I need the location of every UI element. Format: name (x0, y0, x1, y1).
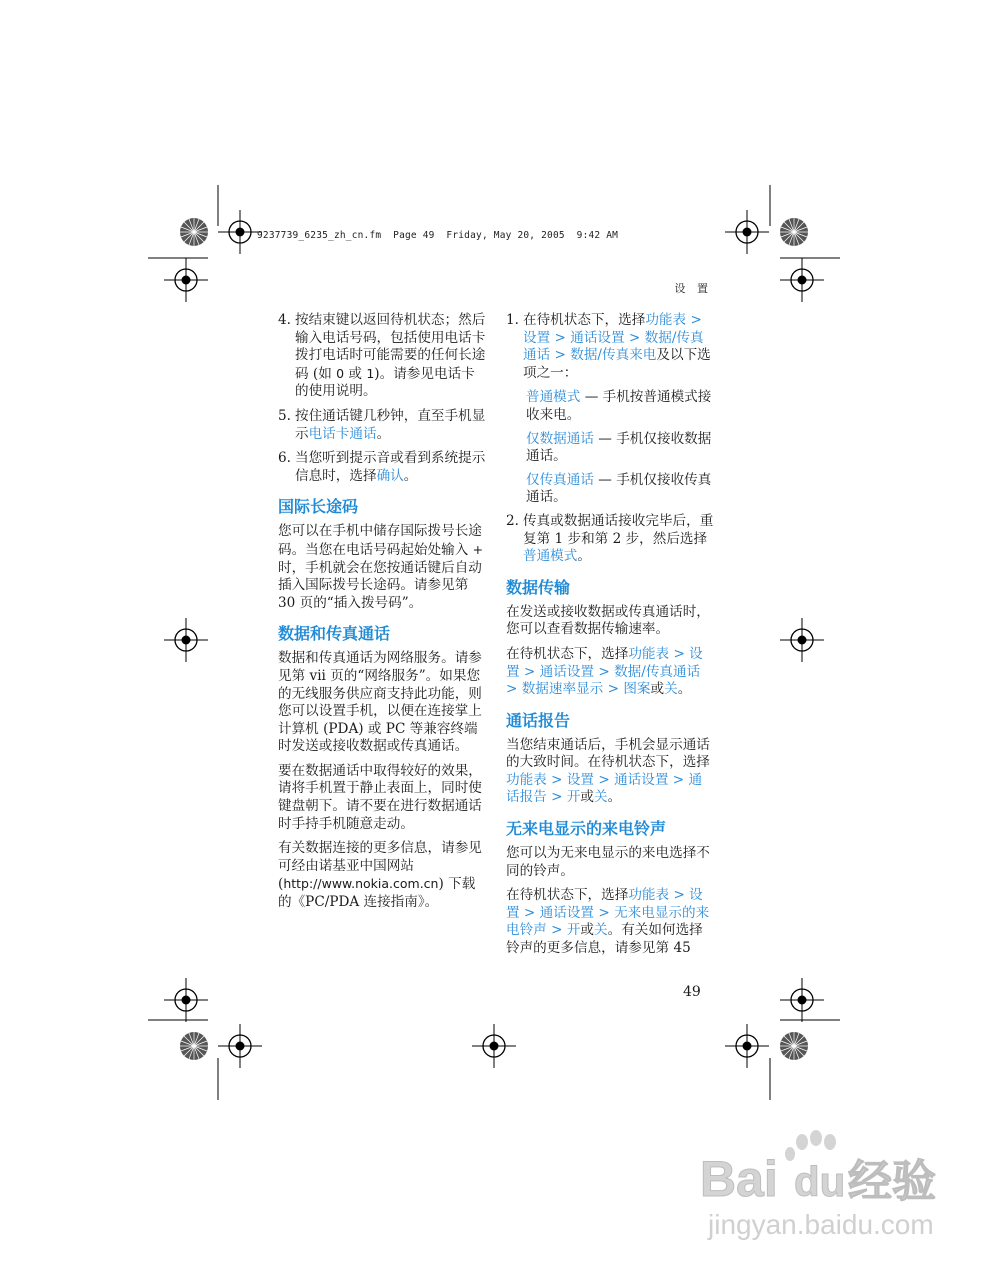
menu-separator: > (550, 347, 571, 364)
menu-separator: > (519, 663, 540, 680)
body-text: 时，手机就会在您按通话键后自动插入国际拨号长途码。请参见第 30 页的“插入拨号码”。 (278, 559, 482, 611)
option-description: — 手机仅接收传真通话。 (526, 471, 712, 506)
menu-link-call-settings: 通话设置 (539, 904, 595, 921)
menu-link-data-fax-call: 数据/传真通话 (523, 329, 704, 364)
body-text: 当您结束通话后，手机会显示通话的大致时间。在待机状态下，选择 (506, 736, 710, 771)
option-label: 仅数据通话 (526, 430, 594, 447)
step-text: 按结束键以返回待机状态；然后输入电话号码，包括使用电话卡拨打电话时可能需要的任何长途码 (如 (295, 312, 486, 382)
menu-separator: > (550, 329, 571, 346)
option-fax-only (526, 472, 714, 507)
menu-separator: > (624, 329, 645, 346)
menu-link-call-settings: 通话设置 (539, 663, 595, 680)
menu-link-call-settings: 通话设置 (614, 771, 669, 788)
menu-link-on: 开 (566, 922, 581, 939)
heading-data-transfer: 数据传输 (506, 577, 571, 597)
data-fax-paragraph-2: 要在数据通话中取得较好的效果，请将手机置于静止表面上，同时使键盘朝下。请不要在进行数据通话时手持手机随意走动。 (278, 762, 482, 832)
watermark-url: jingyan.baidu.com (708, 1209, 934, 1240)
body-text: 在待机状态下，选择 (506, 887, 629, 904)
menu-link-call-report: 通话报告 (506, 771, 703, 806)
digit-one: 1 (366, 365, 375, 381)
menu-link-settings: 设置 (506, 645, 703, 680)
paw-toe-2 (810, 1130, 822, 1146)
step-text: 。 (403, 467, 418, 484)
menu-separator: > (594, 771, 615, 788)
step-text: 。 (577, 548, 591, 565)
data-fax-paragraph-1: 数据和传真通话为网络服务。请参见第 vii 页的“网络服务”。如果您的无线服务供应商支持此功能，则您可以设置手机，以便在连接掌上计算机 (PDA) 或 PC 等兼容终端时发送或接收数据或传真通话。 (278, 650, 482, 755)
menu-link-menu: 功能表 (628, 887, 670, 904)
step-number: 1. (506, 312, 519, 328)
step-5 (278, 408, 486, 443)
step-text: 及以下选项之一： (523, 347, 711, 381)
body-text: 在待机状态下，选择 (506, 645, 629, 662)
step-text: 传真或数据通话接收完毕后，重复第 1 步和第 2 步，然后选择 (523, 512, 714, 547)
menu-separator: > (546, 922, 567, 939)
menu-link-data-rate-display: 数据速率显示 (521, 681, 604, 698)
step-text: 。 (376, 425, 391, 442)
heading-data-fax: 数据和传真通话 (278, 624, 391, 644)
step-1 (506, 312, 714, 382)
nokia-url: http://www.nokia.com.cn (283, 876, 439, 892)
step-number: 4. (278, 312, 291, 328)
option-description: — 手机仅接收数据通话。 (526, 430, 712, 465)
right-column (506, 312, 714, 965)
paw-toe-3 (824, 1134, 836, 1150)
heading-call-report: 通话报告 (506, 710, 571, 730)
data-transfer-paragraph-1: 在发送或接收数据或传真通话时，您可以查看数据传输速率。 (506, 603, 710, 638)
step-4 (278, 312, 486, 401)
watermark-brand-latin: Bai (700, 1151, 778, 1207)
baidu-jingyan-watermark (698, 1130, 968, 1250)
body-text: 。 (677, 681, 692, 698)
step-number: 5. (278, 407, 291, 424)
menu-link-call-settings: 通话设置 (570, 329, 625, 346)
step-text: 当您听到提示音或看到系统提示信息时，选择 (295, 450, 486, 484)
menu-link-confirm: 确认 (376, 467, 404, 484)
body-text: 或 (580, 789, 595, 806)
option-data-only (526, 431, 714, 466)
step-number: 6. (278, 450, 291, 467)
section-tag: 设 置 (674, 282, 712, 295)
menu-separator: > (546, 771, 567, 788)
menu-separator: > (594, 663, 615, 680)
menu-separator: > (603, 681, 624, 698)
menu-link-graphic: 图案 (623, 681, 651, 698)
step-number: 2. (506, 512, 519, 529)
digit-zero: 0 (336, 365, 345, 381)
menu-separator: > (669, 887, 690, 904)
paw-toe-1 (796, 1134, 808, 1150)
menu-separator: > (506, 681, 522, 698)
body-text: 。有关如何选择铃声的更多信息，请参见第 45 (506, 922, 703, 957)
menu-separator: > (668, 771, 689, 788)
call-report-paragraph (506, 737, 714, 807)
print-file-header: 9237739_6235_zh_cn.fm Page 49 Friday, May 20, 2005 9:42 AM (257, 230, 619, 241)
menu-link-settings: 设置 (566, 771, 595, 788)
page-number: 49 (683, 984, 701, 1000)
menu-link-settings: 设置 (523, 329, 551, 346)
step-text: 或 (344, 365, 367, 382)
step-6 (278, 450, 486, 485)
menu-link-data-fax-incoming: 数据/传真来电 (570, 347, 657, 364)
body-text: 您可以在手机中储存国际拨号长途码。当您在电话号码起始处输入 (278, 523, 482, 558)
step-text: 在待机状态下，选择 (523, 312, 646, 328)
menu-link-menu: 功能表 (645, 312, 687, 328)
menu-link-normal-mode: 普通模式 (523, 548, 578, 565)
no-caller-id-paragraph-1: 您可以为无来电显示的来电选择不同的铃声。 (506, 845, 710, 879)
no-caller-id-paragraph-2 (506, 887, 714, 957)
menu-separator: > (594, 904, 615, 921)
watermark-brand-cn: 经验 (848, 1156, 936, 1207)
body-text: 或 (580, 922, 595, 939)
menu-link-phone-card-call: 电话卡通话 (308, 425, 377, 442)
data-fax-paragraph-3 (278, 840, 486, 911)
body-text: 或 (650, 681, 665, 698)
menu-link-on: 开 (566, 789, 581, 806)
heading-intl-prefix: 国际长途码 (278, 497, 359, 517)
heading-no-caller-id-ringtone: 无来电显示的来电铃声 (506, 819, 667, 839)
menu-separator: > (519, 904, 540, 921)
step-text: 按住通话键几秒钟，直至手机显示 (295, 407, 486, 442)
menu-separator: > (669, 645, 690, 662)
option-description: — 手机按普通模式接收来电。 (526, 389, 712, 423)
step-2 (506, 513, 714, 566)
menu-link-off: 关 (594, 789, 608, 806)
left-column (278, 312, 486, 919)
body-text: 有关数据连接的更多信息，请参见可经由诺基亚中国网站 ( (278, 840, 482, 893)
menu-link-off: 关 (664, 681, 678, 698)
menu-link-menu: 功能表 (506, 771, 547, 788)
menu-link-no-caller-id-ringtone: 无来电显示的来电铃声 (506, 904, 710, 939)
body-text: 。 (607, 789, 622, 806)
menu-link-settings: 设置 (506, 887, 703, 921)
watermark-brand-latin-2: du (794, 1158, 846, 1205)
menu-separator: > (686, 312, 702, 328)
step-text: )。请参见电话卡的使用说明。 (295, 365, 475, 400)
menu-link-menu: 功能表 (628, 645, 670, 662)
body-text: ) 下载的《PC/PDA 连接指南》。 (278, 876, 476, 911)
menu-link-data-fax-call: 数据/传真通话 (614, 663, 701, 680)
menu-link-off: 关 (594, 922, 608, 939)
plus-sign: + (472, 541, 484, 557)
menu-separator: > (546, 789, 567, 806)
data-transfer-paragraph-2 (506, 646, 714, 699)
option-normal-mode (526, 389, 714, 424)
intl-prefix-paragraph (278, 523, 486, 612)
option-label: 仅传真通话 (526, 471, 594, 488)
option-label: 普通模式 (526, 389, 581, 406)
